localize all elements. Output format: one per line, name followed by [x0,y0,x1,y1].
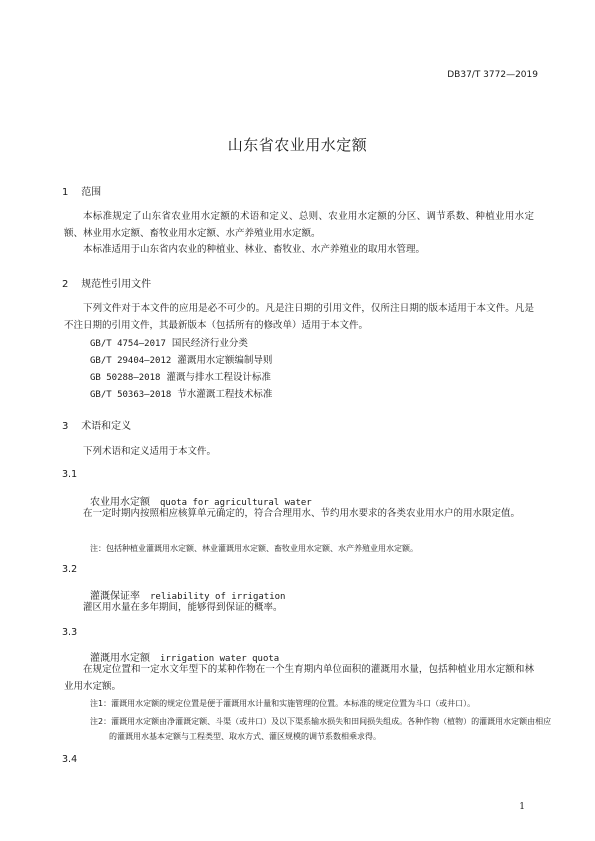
section-title: 术语和定义 [81,421,132,432]
reference-item [90,335,248,349]
section-title: 范围 [81,187,102,198]
note-label: 注2： [90,717,112,726]
section-number: 3 [62,421,69,432]
reference-item [90,369,271,383]
reference-title: 节水灌溉工程技术标准 [177,389,273,400]
page-number: 1 [519,802,525,812]
section-title: 规范性引用文件 [81,279,152,290]
terms-intro: 下列术语和定义适用于本文件。 [83,446,217,457]
section-number: 1 [62,187,69,198]
reference-code: GB 50288—2018 [90,373,161,383]
clause-number: 3.3 [62,627,78,638]
normative-references-intro: 下列文件对于本文件的应用是必不可少的。凡是注日期的引用文件，仅所注日期的版本适用于本文件。凡是不注日期的引用文件，其最新版本（包括所有的修改单）适用于本文件。 [64,303,534,331]
section-3-heading [62,417,131,432]
term-chinese: 农业用水定额 [90,497,150,508]
section-number: 2 [62,279,69,290]
reference-title: 灌溉与排水工程设计标准 [166,372,272,383]
reference-title: 国民经济行业分类 [171,338,248,349]
note-text: 灌溉用水定额的规定位置是便于灌溉用水计量和实施管理的位置。本标准的规定位置为斗口（或井口）。 [111,699,476,708]
reference-item [90,352,272,366]
term-note-2 [90,714,555,744]
term-chinese: 灌溉用水定额 [90,653,150,664]
term-english: quota for agricultural water [160,498,312,508]
term-note-1 [90,696,550,711]
term-definition: 在规定位置和一定水文年型下的某种作物在一个生育期内单位面积的灌溉用水量，包括种植业用水定额和林业用水定额。 [64,664,534,692]
term-definition: 灌区用水量在多年期间，能够得到保证的概率。 [83,602,283,613]
note-label: 注： [90,544,106,553]
section-2-heading [62,275,151,290]
term-definition: 在一定时期内按照相应核算单元确定的，符合合理用水、节约用水要求的各类农业用水户的用水限定值。 [83,508,521,519]
clause-number: 3.4 [62,754,78,765]
scope-paragraph-2: 本标准适用于山东省内农业的种植业、林业、畜牧业、水产养殖业的取用水管理。 [83,244,426,255]
clause-number: 3.1 [62,469,78,480]
reference-title: 灌溉用水定额编制导则 [177,355,273,366]
term-english: irrigation water quota [160,654,280,664]
scope-paragraph-1: 本标准规定了山东省农业用水定额的术语和定义、总则、农业用水定额的分区、调节系数、种植业用水定额、林业用水定额、畜牧业用水定额、水产养殖业用水定额。 [64,211,534,239]
reference-code: GB/T 50363—2018 [90,390,172,400]
reference-code: GB/T 4754—2017 [90,339,166,349]
note-text: 包括种植业灌溉用水定额、林业灌溉用水定额、畜牧业用水定额、水产养殖业用水定额。 [106,544,418,553]
clause-number: 3.2 [62,564,78,575]
reference-code: GB/T 29404—2012 [90,356,172,366]
term-english: reliability of irrigation [150,592,286,602]
note-label: 注1： [90,699,112,708]
reference-item [90,386,272,400]
term-chinese: 灌溉保证率 [90,591,140,602]
standard-number: DB37/T 3772—2019 [447,70,538,80]
section-1-heading [62,183,101,198]
term-note [90,541,550,556]
document-title: 山东省农业用水定额 [227,136,368,154]
note-text: 灌溉用水定额由净灌溉定额、斗渠（或井口）及以下渠系输水损失和田间损失组成。各种作物（植物）的灌溉用水定额由相应的灌溉用水基本定额与工程类型、取水方式、灌区规模的调节系数相乘求得。 [109,717,552,741]
